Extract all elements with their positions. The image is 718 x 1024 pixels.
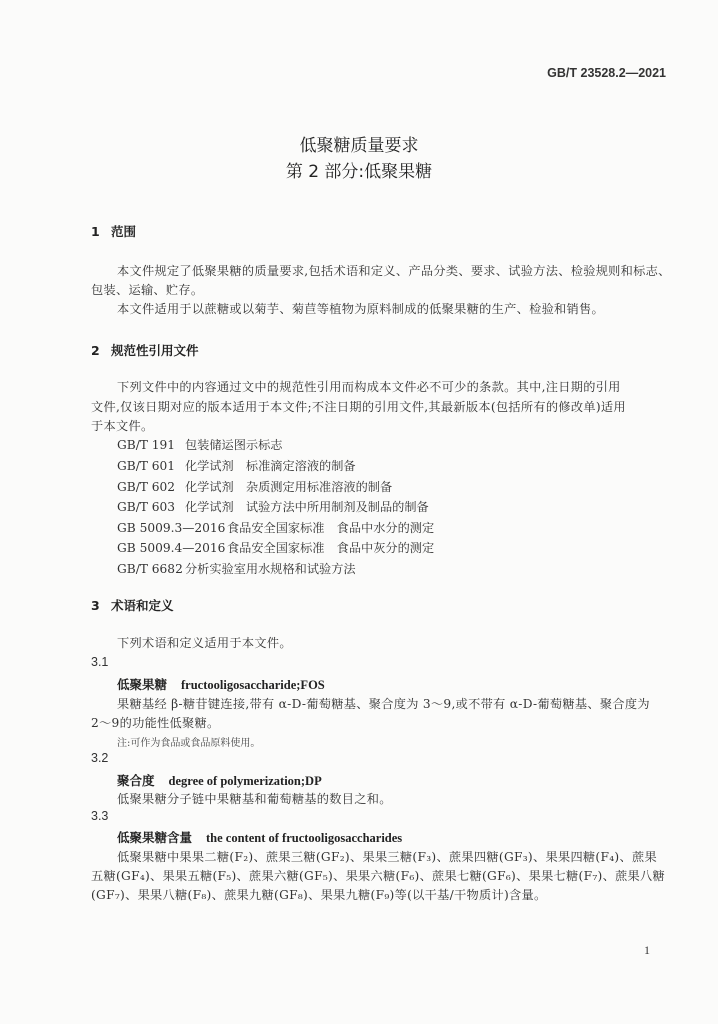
reference-title: 分析实验室用水规格和试验方法 [185, 562, 356, 576]
section-1-heading [91, 222, 136, 240]
paragraph: 下列术语和定义适用于本文件。 [117, 636, 292, 650]
section-3-heading [91, 596, 174, 614]
term-heading [117, 675, 325, 693]
term-heading [117, 828, 402, 846]
reference-item [117, 457, 356, 474]
reference-title: 食品安全国家标准 食品中水分的测定 [227, 521, 435, 535]
reference-code: GB/T 602 [117, 480, 176, 494]
reference-code: GB/T 191 [117, 438, 176, 452]
term-cn: 聚合度 [117, 773, 155, 788]
section-number: 1 [91, 224, 100, 239]
paragraph: 于本文件。 [91, 419, 154, 433]
section-title: 规范性引用文件 [111, 343, 199, 358]
note: 注:可作为食品或食品原料使用。 [117, 738, 261, 749]
reference-item [117, 519, 434, 536]
reference-item [117, 478, 392, 495]
doc-subtitle: 第 2 部分:低聚果糖 [285, 162, 433, 182]
doc-title: 低聚糖质量要求 [299, 136, 419, 156]
definition: 2～9的功能性低聚糖。 [91, 716, 220, 730]
term-number: 3.1 [91, 655, 109, 669]
term-en: the content of fructooligosaccharides [206, 831, 403, 845]
section-2-heading [91, 341, 199, 359]
paragraph: 文件,仅该日期对应的版本适用于本文件;不注日期的引用文件,其最新版本(包括所有的修改单)适用 [91, 400, 626, 414]
reference-code: GB 5009.4—2016 [117, 541, 226, 555]
paragraph: 包装、运输、贮存。 [91, 283, 204, 297]
term-number: 3.3 [91, 809, 109, 823]
reference-code: GB/T 6682 [117, 562, 183, 576]
definition: 低聚果糖分子链中果糖基和葡萄糖基的数目之和。 [117, 792, 392, 806]
reference-title: 化学试剂 试验方法中所用制剂及制品的制备 [185, 500, 429, 514]
paragraph: 本文件适用于以蔗糖或以菊芋、菊苣等植物为原料制成的低聚果糖的生产、检验和销售。 [117, 302, 605, 316]
definition: 果糖基经 β-糖苷键连接,带有 α-D-葡萄糖基、聚合度为 3～9,或不带有 α-D-葡萄糖基、聚合度为 [117, 697, 650, 711]
reference-code: GB/T 601 [117, 459, 176, 473]
section-title: 范围 [111, 224, 137, 239]
paragraph: 下列文件中的内容通过文中的规范性引用而构成本文件必不可少的条款。其中,注日期的引用 [117, 380, 621, 394]
reference-title: 食品安全国家标准 食品中灰分的测定 [227, 541, 435, 555]
page-number: 1 [644, 943, 650, 957]
paragraph: 本文件规定了低聚果糖的质量要求,包括术语和定义、产品分类、要求、试验方法、检验规则和标志、 [117, 264, 671, 278]
term-heading [117, 771, 322, 789]
term-en: degree of polymerization;DP [168, 774, 322, 788]
reference-title: 包装储运图示标志 [185, 438, 283, 452]
reference-item [117, 436, 283, 453]
term-number: 3.2 [91, 751, 109, 765]
reference-code: GB/T 603 [117, 500, 176, 514]
definition: 低聚果糖中果果二糖(F₂)、蔗果三糖(GF₂)、果果三糖(F₃)、蔗果四糖(GF₃)、果果四糖(F₄)、蔗果 [117, 850, 657, 864]
term-en: fructooligosaccharide;FOS [181, 678, 325, 692]
reference-item [117, 560, 356, 577]
reference-item [117, 498, 429, 515]
term-cn: 低聚果糖 [117, 677, 168, 692]
reference-title: 化学试剂 杂质测定用标准溶液的制备 [185, 480, 393, 494]
section-number: 2 [91, 343, 100, 358]
definition: 五糖(GF₄)、果果五糖(F₅)、蔗果六糖(GF₅)、果果六糖(F₆)、蔗果七糖(GF₆)、果果七糖(F₇)、蔗果八糖 [91, 869, 666, 883]
section-number: 3 [91, 598, 100, 613]
reference-code: GB 5009.3—2016 [117, 521, 226, 535]
reference-item [117, 539, 434, 556]
definition: (GF₇)、果果八糖(F₈)、蔗果九糖(GF₈)、果果九糖(F₉)等(以干基/干物质计)含量。 [91, 888, 547, 902]
standard-number: GB/T 23528.2—2021 [547, 66, 666, 80]
section-title: 术语和定义 [111, 598, 174, 613]
term-cn: 低聚果糖含量 [117, 830, 193, 845]
reference-title: 化学试剂 标准滴定溶液的制备 [185, 459, 356, 473]
